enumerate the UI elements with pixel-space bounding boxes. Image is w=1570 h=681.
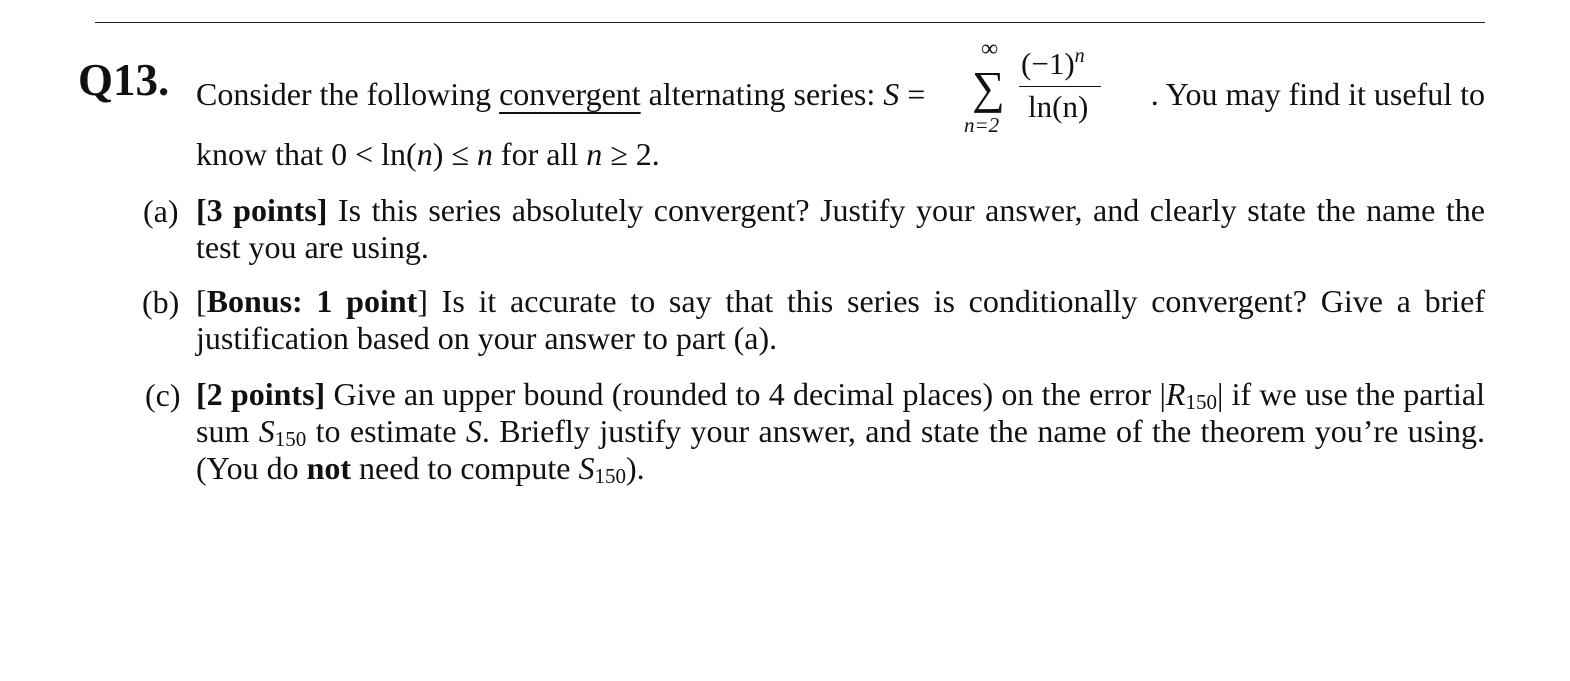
fraction-denominator: ln(n) <box>1028 89 1089 124</box>
sum-upper-limit: ∞ <box>981 36 999 62</box>
part-c-label: (c) <box>145 377 181 413</box>
part-a-text: [3 points] Is this series absolutely convergent? Justify your answer, and clearly state the name the test you are using. <box>196 192 1486 265</box>
underlined-convergent: convergent <box>499 76 641 112</box>
summation-symbol: ∑ <box>972 62 1005 113</box>
intro-right-text: . You may find it useful to <box>1150 76 1485 112</box>
fraction-bar <box>1019 86 1101 87</box>
part-b-points: Bonus: 1 point <box>206 283 418 319</box>
part-c-text: [2 points] Give an upper bound (rounded to 4 decimal places) on the error $|R_{150}|$ if we use the partial sum $S_{150}$ to estimate S. Briefly justify your answer, and state the name of the theorem you’re using. (You do not need to compute $S_{150}$). <box>196 376 1486 488</box>
intro-left-text: Consider the following convergent alternating series: S = <box>196 76 926 112</box>
part-b-label: (b) <box>142 284 180 320</box>
sum-lower-limit: n=2 <box>964 113 1000 137</box>
bold-not: not <box>306 450 352 486</box>
question-number: Q13. <box>78 55 170 105</box>
part-c-points: [2 points] <box>196 376 326 412</box>
question-intro-line <box>196 36 1485 137</box>
series-variable-s: S <box>883 76 900 112</box>
fraction-exponent: n <box>1074 45 1085 67</box>
part-a-points: [3 points] <box>196 192 328 228</box>
question-condition-line: know that 0 < ln(n) ≤ n for all n ≥ 2. <box>196 136 660 172</box>
part-a-label: (a) <box>143 193 179 229</box>
fraction-numerator: $(-1)^n$ <box>1021 45 1085 81</box>
series-expression <box>964 36 1104 137</box>
header-rule <box>95 22 1485 23</box>
part-b-text: [Bonus: 1 point] Is it accurate to say that this series is conditionally convergent? Give a brief justification based on your answer to part (a). <box>196 283 1485 356</box>
